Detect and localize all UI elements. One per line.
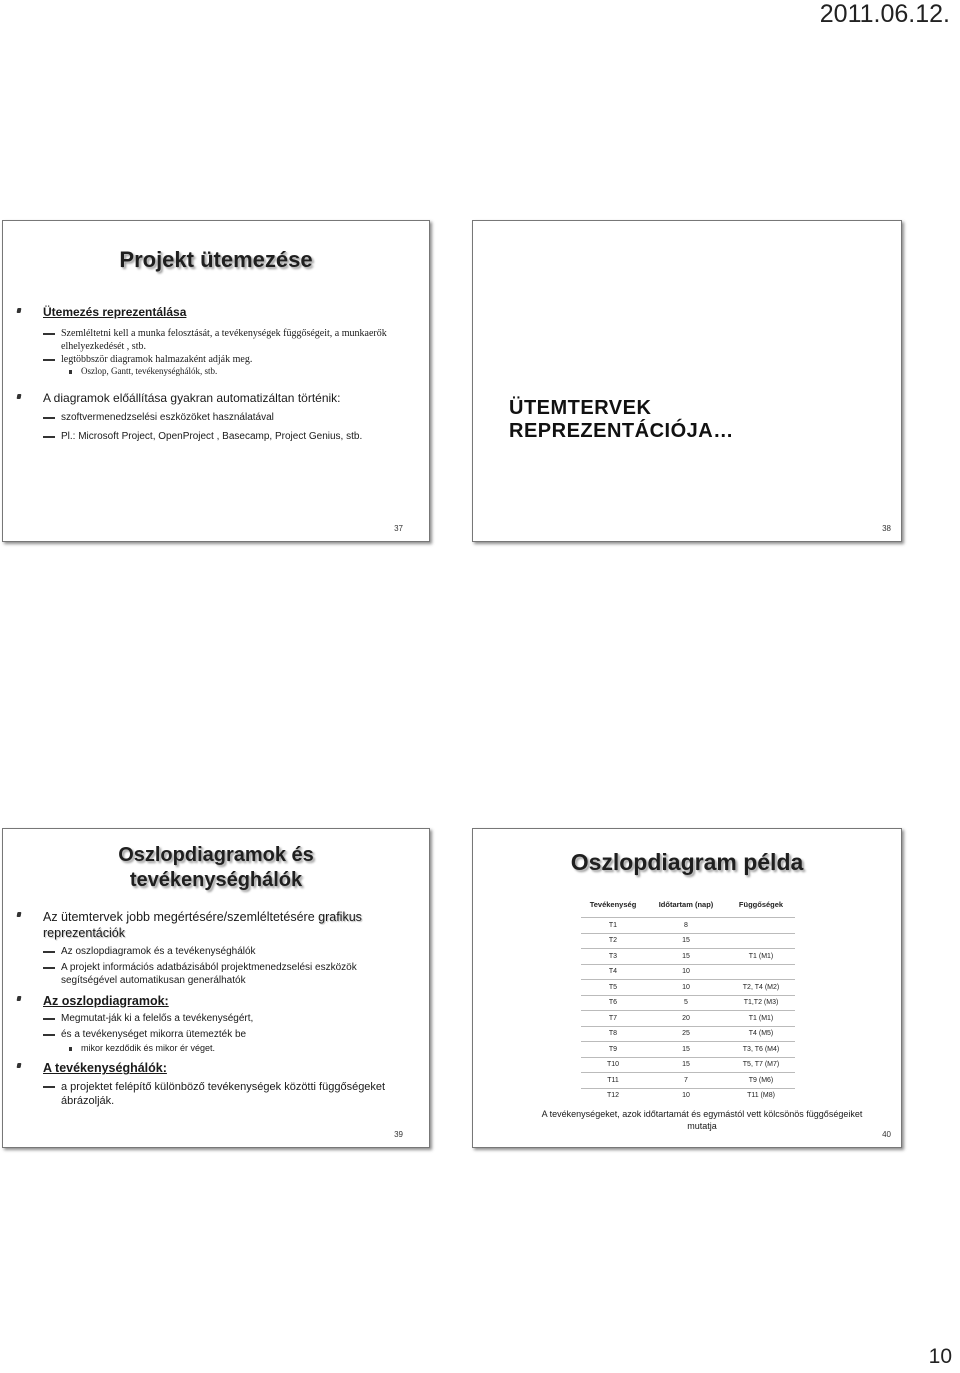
table-header-row [581,897,795,918]
list-item [15,1012,415,1025]
bullet-icon [69,370,72,374]
bullet-text: Ütemezés reprezentálása [43,305,187,319]
table-cell: T11 [581,1073,645,1089]
list-item [15,961,415,987]
table-cell [727,933,795,949]
table-row [581,933,795,949]
table-cell: 10 [645,980,727,996]
slide-40 [472,828,902,1148]
table-row [581,1042,795,1058]
list-item [15,366,415,378]
column-header: Függőségek [738,900,784,909]
bullet-text: A projekt információs adatbázisából projektmenedzselési eszközök segítségével automatikusan generálhatók [61,961,357,986]
column-header: Tevékenység [589,900,637,909]
table-row [581,964,795,980]
table-cell: 8 [645,918,727,934]
table-caption: A tevékenységeket, azok időtartamát és egymástól vett kölcsönös függőségeiket mutatja [541,1109,863,1131]
slide-number: 37 [394,524,403,533]
slide-title-line1: Oszlopdiagramok és [118,844,314,866]
table-cell: 10 [645,964,727,980]
bullet-text: Oszlop, Gantt, tevékenységhálók, stb. [81,365,218,376]
table-cell: T3, T6 (M4) [727,1042,795,1058]
table-cell: T10 [581,1057,645,1073]
table-cell: 25 [645,1026,727,1042]
table-row [581,1073,795,1089]
dash-icon [43,1086,55,1088]
bullet-text: A tevékenységhálók: [43,1061,167,1076]
table-cell: 10 [645,1088,727,1103]
table-cell: T5 [581,980,645,996]
bullet-icon [17,996,22,1001]
list-item [15,411,415,424]
table-cell: T1,T2 (M3) [727,995,795,1011]
table-cell: T3 [581,949,645,965]
slide-39 [2,828,430,1148]
section-title [509,397,734,443]
table-cell: T8 [581,1026,645,1042]
list-item [15,1060,415,1076]
slide-title-line2: tevékenységhálók [129,869,303,891]
bullet-icon [69,1047,72,1051]
bullet-icon [17,308,22,313]
slide-title [3,843,429,893]
page-number: 10 [928,1345,952,1368]
table-cell: T4 [581,964,645,980]
table-cell: T12 [581,1088,645,1103]
table-cell: 15 [645,1042,727,1058]
table-row [581,918,795,934]
table-cell: T1 (M1) [727,1011,795,1027]
table-row [581,1011,795,1027]
table-cell: T4 (M5) [727,1026,795,1042]
bullet-text: A diagramok előállítása gyakran automatizáltan történik: [43,391,341,406]
bullet-icon [17,1063,22,1068]
slide-title: Oszlopdiagram példa [570,849,804,875]
bullet-text: szoftvermenedzselési eszközöket használatával [61,411,274,423]
table-cell: 15 [645,933,727,949]
bullet-text: Megmutat-ják ki a felelős a tevékenységért, [61,1012,254,1024]
table-cell: T6 [581,995,645,1011]
table-row [581,980,795,996]
bullet-text: Pl.: Microsoft Project, OpenProject , Basecamp, Project Genius, stb. [61,430,363,442]
table-cell: 5 [645,995,727,1011]
bullet-list [15,305,415,443]
list-item [15,353,415,366]
activity-table [581,897,795,1103]
list-item [15,391,415,407]
dash-icon [43,436,55,438]
bullet-text: Az ütemtervek jobb megértésére/szemléltetésére [43,910,319,924]
table-row [581,949,795,965]
table-cell: T9 (M6) [727,1073,795,1089]
bullet-text: a projektet felépítő különböző tevékenységek közötti függőségeket ábrázolják. [61,1080,386,1107]
bullet-icon [17,394,22,399]
list-item [15,305,415,321]
table-cell: T2 [581,933,645,949]
dash-icon [43,417,55,419]
slide-number: 40 [882,1130,891,1139]
list-item [15,430,415,443]
list-item [15,909,415,942]
list-item [15,993,415,1009]
bullet-text: és a tevékenységet mikorra ütemezték be [61,1028,247,1040]
table-cell: T11 (M8) [727,1088,795,1103]
table-cell: T5, T7 (M7) [727,1057,795,1073]
table-cell [727,964,795,980]
header-date: 2011.06.12. [819,0,950,28]
dash-icon [43,1034,55,1036]
section-title-line1: ÜTEMTERVEK [509,397,652,419]
table-cell: 15 [645,949,727,965]
table-cell: 7 [645,1073,727,1089]
table-cell: T7 [581,1011,645,1027]
list-item [15,945,415,958]
list-item [15,1028,415,1041]
table-cell: 20 [645,1011,727,1027]
slide-number: 39 [394,1130,403,1139]
table-cell: T2, T4 (M2) [727,980,795,996]
dash-icon [43,967,55,969]
table-row [581,1088,795,1103]
bullet-text: Az oszlopdiagramok: [43,993,169,1008]
bullet-text: Szemléltetni kell a munka felosztását, a tevékenységek függőségeit, a munkaerők elhelyezkedését , stb. [61,327,387,352]
list-item [15,1043,415,1055]
bullet-text: legtöbbször diagramok halmazaként adják meg. [61,353,253,365]
dash-icon [43,333,55,335]
table-cell: T1 (M1) [727,949,795,965]
list-item [15,327,415,353]
bullet-list [15,909,415,1108]
bullet-text-highlight: grafikus reprezentációk [43,910,362,941]
table-row [581,1026,795,1042]
table-cell [727,918,795,934]
slide-37 [2,220,430,542]
slide-title: Projekt ütemezése [119,247,313,272]
column-header: Időtartam (nap) [658,900,714,909]
dash-icon [43,951,55,953]
list-item [15,1080,415,1109]
slide-number: 38 [882,524,891,533]
bullet-text: Az oszlopdiagramok és a tevékenységhálók [61,945,256,957]
table-cell: T9 [581,1042,645,1058]
table-cell: T1 [581,918,645,934]
table-cell: 15 [645,1057,727,1073]
dash-icon [43,359,55,361]
section-title-line2: REPREZENTÁCIÓJA… [509,420,734,442]
table-row [581,995,795,1011]
table-row [581,1057,795,1073]
dash-icon [43,1018,55,1020]
bullet-icon [17,912,22,917]
slide-38 [472,220,902,542]
bullet-text: mikor kezdődik és mikor ér véget. [81,1042,216,1053]
